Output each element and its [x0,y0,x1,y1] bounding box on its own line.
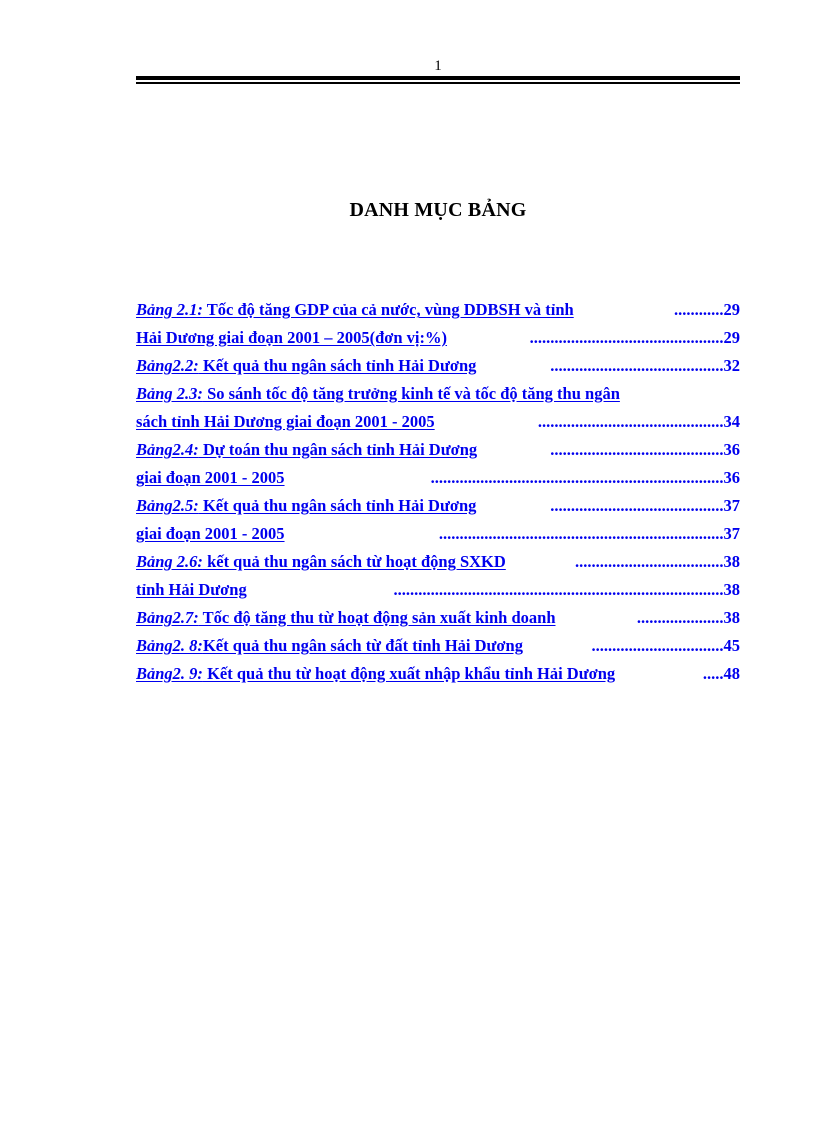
toc-entry-bang-2-9[interactable] [136,662,740,690]
toc-entry-label: Bảng 2.1: [136,300,203,319]
toc-entry-bang-2-6-cont[interactable] [136,578,740,606]
toc-entry-leader: ................................ [591,636,724,655]
toc-entry-page: 29 [723,300,740,319]
toc-entry-page: 45 [723,636,740,655]
toc-entry-leader: ..................................................................... [438,524,724,543]
toc-entry-text: So sánh tốc độ tăng trưởng kinh tế và tốc độ tăng thu ngân [202,384,620,403]
toc-entry-text: Hải Dương giai đoạn 2001 – 2005(đơn vị:%) [136,328,448,347]
toc-entry-text: Kết quả thu ngân sách tỉnh Hải Dương [198,496,477,515]
toc-entry-page: 36 [723,468,740,487]
header-rule-thick [136,76,740,80]
toc-entry-bang-2-3[interactable] [136,382,740,410]
table-of-tables [136,298,740,690]
toc-entry-leader: .......................................... [550,496,724,515]
toc-entry-page: 48 [723,664,740,683]
toc-entry-page: 29 [723,328,740,347]
toc-entry-label: Bảng 2.3: [136,384,203,403]
toc-entry-page: 38 [723,580,740,599]
toc-entry-text: tỉnh Hải Dương [136,580,247,599]
toc-entry-label: Bảng2.7: [136,608,199,627]
header-rule-thin [136,82,740,84]
toc-entry-page: 37 [723,524,740,543]
toc-entry-text: giai đoạn 2001 - 2005 [136,468,285,487]
toc-entry-leader: ....................................................................... [430,468,724,487]
toc-entry-text: Kết quả thu từ hoạt động xuất nhập khẩu tỉnh Hải Dương [202,664,616,683]
toc-entry-label: Bảng2. 9: [136,664,203,683]
toc-entry-page: 37 [723,496,740,515]
page-title: DANH MỤC BẢNG [349,199,527,221]
toc-entry-leader: .......................................... [550,356,724,375]
toc-entry-leader: ............................................. [537,412,724,431]
toc-entry-text: sách tỉnh Hải Dương giai đoạn 2001 - 2005 [136,412,435,431]
toc-entry-text: Tốc độ tăng thu từ hoạt động sản xuất kinh doanh [198,608,556,627]
toc-entry-bang-2-1-cont[interactable] [136,326,740,354]
toc-entry-leader: ..................... [636,608,724,627]
toc-entry-bang-2-2[interactable] [136,354,740,382]
toc-entry-text: kết quả thu ngân sách từ hoạt động SXKD [202,552,506,571]
toc-entry-bang-2-4[interactable] [136,438,740,466]
toc-entry-page: 32 [723,356,740,375]
toc-entry-text: Kết quả thu ngân sách tỉnh Hải Dương [198,356,477,375]
toc-entry-bang-2-1[interactable] [136,298,740,326]
toc-entry-text: Dự toán thu ngân sách tỉnh Hải Dương [198,440,478,459]
toc-entry-page: 38 [723,552,740,571]
toc-entry-bang-2-5-cont[interactable] [136,522,740,550]
toc-entry-label: Bảng 2.6: [136,552,203,571]
toc-entry-leader: .......................................... [550,440,724,459]
toc-entry-bang-2-6[interactable] [136,550,740,578]
toc-entry-leader: ............ [674,300,724,319]
toc-entry-label: Bảng2. 8: [136,636,203,655]
toc-entry-label: Bảng2.2: [136,356,199,375]
toc-entry-bang-2-5[interactable] [136,494,740,522]
toc-entry-text: giai đoạn 2001 - 2005 [136,524,285,543]
toc-entry-label: Bảng2.4: [136,440,199,459]
toc-entry-text: Kết quả thu ngân sách từ đất tỉnh Hải Dương [202,636,523,655]
toc-entry-bang-2-3-cont[interactable] [136,410,740,438]
toc-entry-leader: ............................................... [529,328,724,347]
toc-entry-page: 38 [723,608,740,627]
toc-entry-text: Tốc độ tăng GDP của cả nước, vùng DDBSH và tỉnh [202,300,574,319]
toc-entry-page: 34 [723,412,740,431]
toc-entry-leader: ..... [702,664,724,683]
toc-entry-leader: ................................................................................ [393,580,724,599]
toc-entry-leader: .................................... [575,552,724,571]
toc-entry-bang-2-7[interactable] [136,606,740,634]
header-rule [136,76,740,84]
toc-entry-label: Bảng2.5: [136,496,199,515]
toc-entry-page: 36 [723,440,740,459]
toc-entry-bang-2-8[interactable] [136,634,740,662]
toc-entry-bang-2-4-cont[interactable] [136,466,740,494]
page-number: 1 [434,58,442,74]
